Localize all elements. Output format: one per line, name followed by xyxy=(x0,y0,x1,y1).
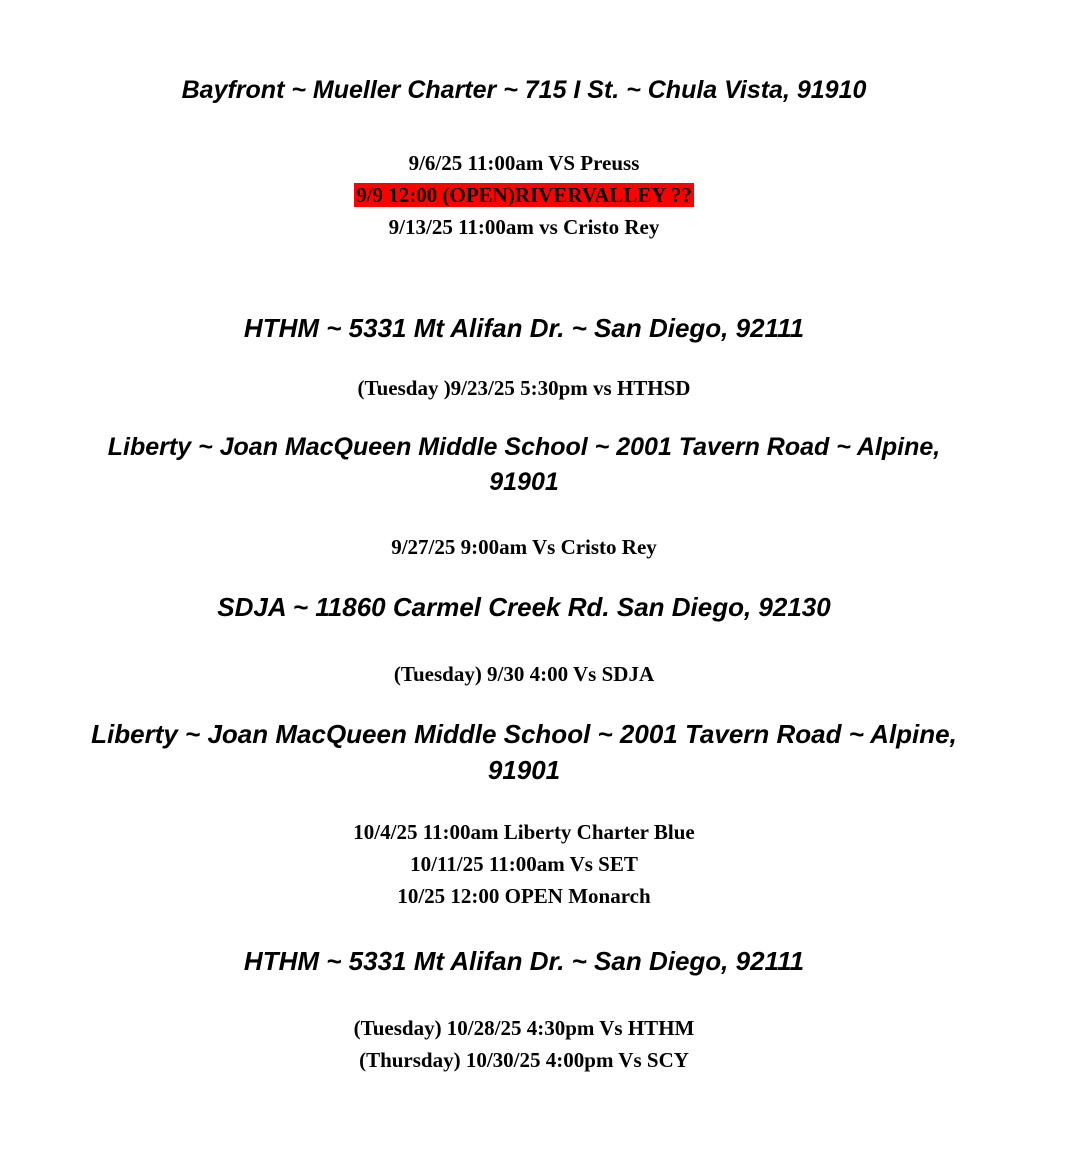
heading-line: Liberty ~ Joan MacQueen Middle School ~ 2001 Tavern Road ~ Alpine, xyxy=(107,433,941,461)
location-heading-liberty xyxy=(0,430,1048,500)
location-heading-hthm-2: HTHM ~ 5331 Mt Alifan Dr. ~ San Diego, 92111 xyxy=(243,946,805,976)
game-entry: (Thursday) 10/30/25 4:00pm Vs SCY xyxy=(359,1048,689,1072)
location-heading-hthm: HTHM ~ 5331 Mt Alifan Dr. ~ San Diego, 92111 xyxy=(243,313,805,343)
game-list-sdja xyxy=(0,658,1048,690)
game-entry: 9/13/25 11:00am vs Cristo Rey xyxy=(388,215,660,239)
game-list-hthm xyxy=(0,372,1048,404)
game-entry: (Tuesday) 9/30 4:00 Vs SDJA xyxy=(393,662,655,686)
game-entry: 9/6/25 11:00am VS Preuss xyxy=(408,151,640,175)
location-heading-liberty-2 xyxy=(0,716,1048,788)
game-entry: (Tuesday) 10/28/25 4:30pm Vs HTHM xyxy=(353,1016,695,1040)
game-list-hthm-2 xyxy=(0,1012,1048,1076)
game-entry: 10/11/25 11:00am Vs SET xyxy=(410,852,638,876)
game-entry-highlighted xyxy=(0,179,1048,211)
game-entry: 10/4/25 11:00am Liberty Charter Blue xyxy=(353,820,695,844)
game-list-liberty-2 xyxy=(0,816,1048,912)
game-entry: 9/27/25 9:00am Vs Cristo Rey xyxy=(391,535,657,559)
location-heading-bayfront: Bayfront ~ Mueller Charter ~ 715 I St. ~ Chula Vista, 91910 xyxy=(181,76,867,104)
game-entry: (Tuesday )9/23/25 5:30pm vs HTHSD xyxy=(357,376,691,400)
location-heading-sdja: SDJA ~ 11860 Carmel Creek Rd. San Diego, 92130 xyxy=(217,592,831,622)
game-list-liberty xyxy=(0,531,1048,563)
game-entry: 10/25 12:00 OPEN Monarch xyxy=(397,884,651,908)
heading-line: 91901 xyxy=(487,755,561,785)
highlight-mark: 9/9 12:00 (OPEN)RIVERVALLEY ?? xyxy=(356,183,692,207)
heading-line: 91901 xyxy=(489,468,559,496)
game-list-bayfront xyxy=(0,147,1048,243)
heading-line: Liberty ~ Joan MacQueen Middle School ~ 2001 Tavern Road ~ Alpine, xyxy=(91,719,957,749)
